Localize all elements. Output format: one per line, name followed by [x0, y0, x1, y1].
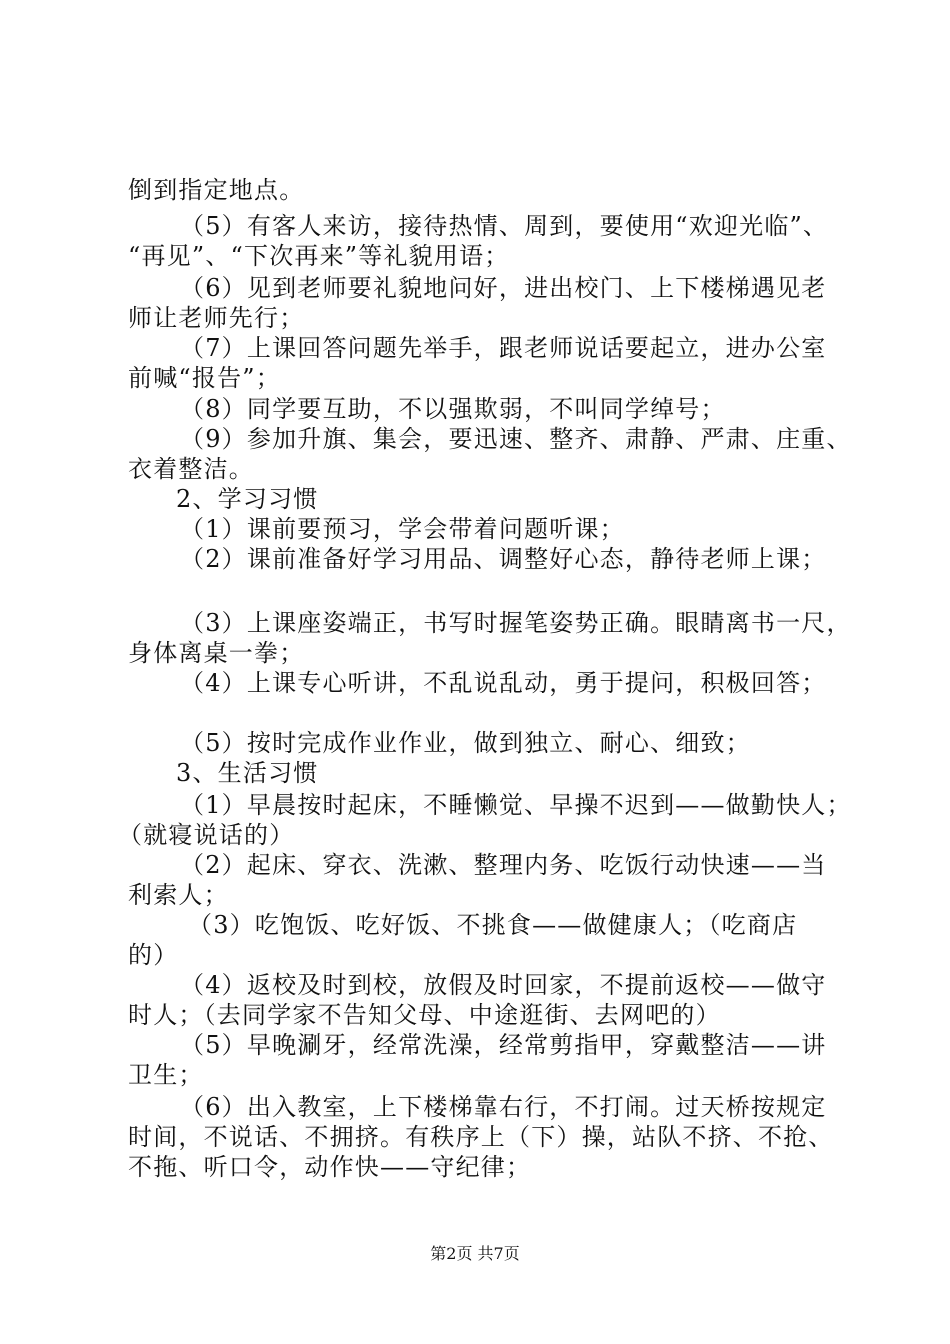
text-line: 时人；（去同学家不告知父母、中途逛街、去网吧的） — [128, 1001, 721, 1029]
text-line: 时间，不说话、不拥挤。有秩序上（下）操，站队不挤、不抢、 — [128, 1123, 834, 1151]
text-line: （8）同学要互助，不以强欺弱，不叫同学绰号； — [180, 395, 726, 423]
text-line: 衣着整洁。 — [128, 455, 254, 483]
section-heading: 3、生活习惯 — [176, 759, 319, 787]
text-line: （2）起床、穿衣、洗漱、整理内务、吃饭行动快速——当 — [180, 851, 827, 879]
text-line: （9）参加升旗、集会，要迅速、整齐、肃静、严肃、庄重、 — [180, 425, 852, 453]
text-line: （3）上课座姿端正，书写时握笔姿势正确。眼睛离书一尺， — [180, 609, 852, 637]
text-line: “再见”、“下次再来”等礼貌用语； — [128, 242, 510, 270]
text-line: （4）上课专心听讲，不乱说乱动，勇于提问，积极回答； — [180, 669, 827, 697]
text-line: （6）见到老师要礼貌地问好，进出校门、上下楼梯遇见老 — [180, 274, 827, 302]
text-line: （4）返校及时到校，放假及时回家，不提前返校——做守 — [180, 971, 827, 999]
text-line: 倒到指定地点。 — [128, 176, 305, 204]
text-line: （6）出入教室，上下楼梯靠右行，不打闹。过天桥按规定 — [180, 1093, 827, 1121]
text-line: 不拖、听口令，动作快——守纪律； — [128, 1153, 532, 1181]
text-line: 利索人； — [128, 881, 229, 909]
text-line: 身体离桌一拳； — [128, 639, 305, 667]
text-line: （5）有客人来访，接待热情、周到，要使用“欢迎光临”、 — [180, 212, 829, 240]
section-heading: 2、学习习惯 — [176, 485, 319, 513]
text-line: 的） — [128, 941, 179, 969]
text-line: （1）早晨按时起床，不睡懒觉、早操不迟到——做勤快人； — [180, 791, 852, 819]
text-line: （7）上课回答问题先举手，跟老师说话要起立，进办公室 — [180, 334, 827, 362]
text-line: 卫生； — [128, 1061, 204, 1089]
page-footer: 第2页 共7页 — [430, 1244, 520, 1263]
text-line: （1）课前要预习，学会带着问题听课； — [180, 515, 625, 543]
text-line: （5）早晚涮牙，经常洗澡，经常剪指甲，穿戴整洁——讲 — [180, 1031, 827, 1059]
text-line: （2）课前准备好学习用品、调整好心态，静待老师上课； — [180, 545, 827, 573]
text-line: 前喊“报告”； — [128, 364, 281, 392]
text-line: （5）按时完成作业作业，做到独立、耐心、细致； — [180, 729, 751, 757]
text-line: （就寝说话的） — [118, 821, 295, 849]
text-line: （3）吃饱饭、吃好饭、不挑食——做健康人；（吃商店 — [188, 911, 798, 939]
text-line: 师让老师先行； — [128, 304, 305, 332]
